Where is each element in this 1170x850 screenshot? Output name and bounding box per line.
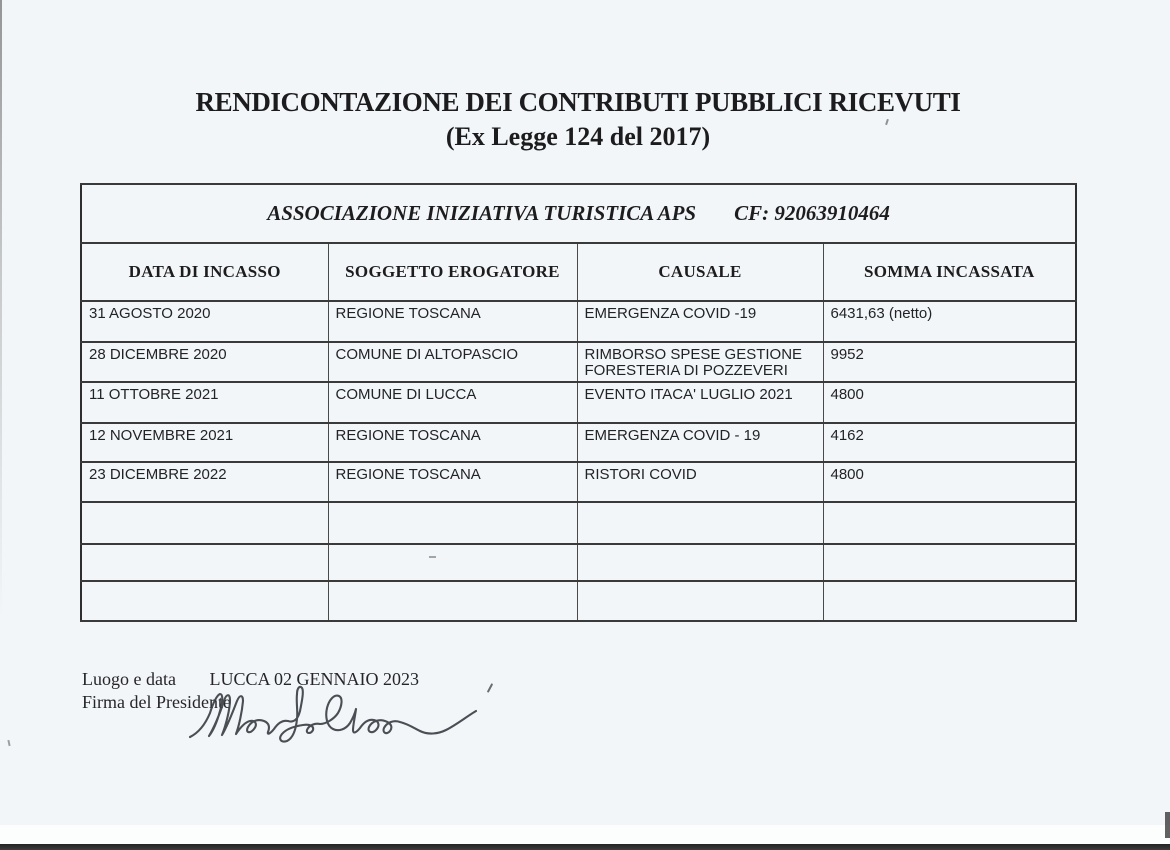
- place-date-label: Luogo e data: [82, 669, 176, 689]
- cell-data-incasso: 11 OTTOBRE 2021: [81, 382, 328, 423]
- table-row: [81, 342, 1076, 382]
- column-header-causale: CAUSALE: [577, 243, 823, 301]
- cell-data-incasso: 12 NOVEMBRE 2021: [81, 423, 328, 462]
- cell-somma: 9952: [823, 342, 1076, 382]
- cell-causale: RIMBORSO SPESE GESTIONE FORESTERIA DI POZZEVERI: [577, 342, 823, 382]
- cell-causale: EVENTO ITACA' LUGLIO 2021: [577, 382, 823, 423]
- table-row-empty: [81, 581, 1076, 621]
- cell-soggetto: COMUNE DI ALTOPASCIO: [328, 342, 577, 382]
- table-row-empty: [81, 544, 1076, 581]
- president-signature-handwriting: [186, 683, 481, 745]
- cell-causale: [577, 544, 823, 581]
- association-name: ASSOCIAZIONE INIZIATIVA TURISTICA APS: [267, 201, 697, 225]
- cell-causale: RISTORI COVID: [577, 462, 823, 502]
- cell-soggetto: REGIONE TOSCANA: [328, 462, 577, 502]
- cell-data-incasso: 28 DICEMBRE 2020: [81, 342, 328, 382]
- association-header-cell: [81, 184, 1076, 243]
- cell-soggetto: REGIONE TOSCANA: [328, 423, 577, 462]
- column-header-soggetto-erogatore: SOGGETTO EROGATORE: [328, 243, 577, 301]
- contributions-table: [80, 183, 1077, 622]
- column-header-somma-incassata: SOMMA INCASSATA: [823, 243, 1076, 301]
- association-header-row: [81, 184, 1076, 243]
- table-row: [81, 382, 1076, 423]
- cell-data-incasso: 31 AGOSTO 2020: [81, 301, 328, 342]
- scanner-bottom-edge-shadow: [0, 844, 1170, 850]
- association-fiscal-code: CF: 92063910464: [734, 201, 890, 225]
- cell-data-incasso: [81, 581, 328, 621]
- scanner-bottom-paper-edge: [0, 825, 1170, 844]
- column-header-data-incasso: DATA DI INCASSO: [81, 243, 328, 301]
- stray-pen-mark: [487, 683, 493, 693]
- cell-somma: 4162: [823, 423, 1076, 462]
- president-signature-label: Firma del Presidente: [82, 692, 231, 712]
- cell-somma: 6431,63 (netto): [823, 301, 1076, 342]
- cell-data-incasso: [81, 502, 328, 544]
- document-subtitle: (Ex Legge 124 del 2017): [445, 122, 711, 151]
- place-date-value: LUCCA 02 GENNAIO 2023: [209, 669, 419, 689]
- table-header-row: [81, 243, 1076, 301]
- scanner-right-edge-mark: [1165, 812, 1170, 838]
- cell-soggetto: REGIONE TOSCANA: [328, 301, 577, 342]
- cell-somma: [823, 544, 1076, 581]
- cell-soggetto: COMUNE DI LUCCA: [328, 382, 577, 423]
- cell-somma: [823, 581, 1076, 621]
- cell-data-incasso: 23 DICEMBRE 2022: [81, 462, 328, 502]
- cell-soggetto: [328, 581, 577, 621]
- cell-causale: EMERGENZA COVID -19: [577, 301, 823, 342]
- table-row-empty: [81, 502, 1076, 544]
- table-row: [81, 423, 1076, 462]
- cell-somma: 4800: [823, 382, 1076, 423]
- scan-speck: [7, 740, 10, 746]
- cell-causale: [577, 502, 823, 544]
- cell-causale: EMERGENZA COVID - 19: [577, 423, 823, 462]
- document-title: RENDICONTAZIONE DEI CONTRIBUTI PUBBLICI RICEVUTI: [195, 87, 961, 117]
- cell-data-incasso: [81, 544, 328, 581]
- table-row: [81, 462, 1076, 502]
- cell-somma: 4800: [823, 462, 1076, 502]
- cell-soggetto: [328, 544, 577, 581]
- table-row: [81, 301, 1076, 342]
- cell-soggetto: [328, 502, 577, 544]
- cell-causale: [577, 581, 823, 621]
- cell-somma: [823, 502, 1076, 544]
